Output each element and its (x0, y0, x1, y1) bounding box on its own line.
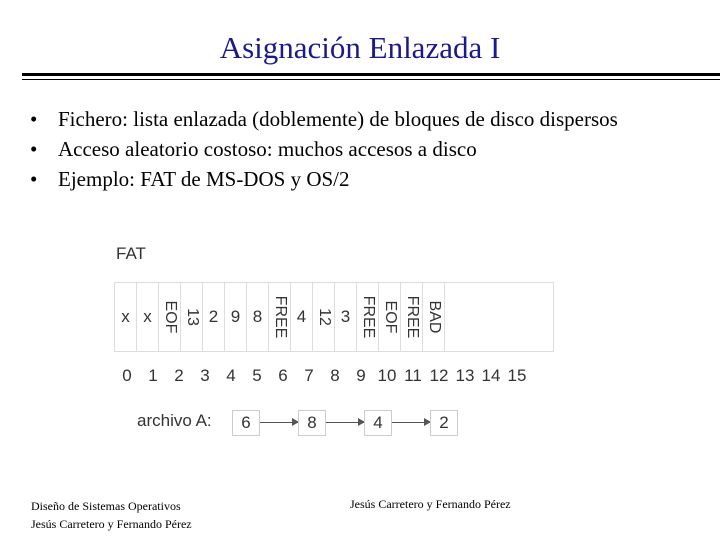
chain-block: 2 (430, 410, 458, 436)
index-label: 0 (122, 366, 132, 385)
bullet-item (30, 134, 670, 164)
fat-value: 8 (252, 307, 263, 326)
index-label: 6 (278, 366, 288, 385)
fat-value: FREE (271, 295, 289, 339)
chain-block: 6 (232, 410, 260, 436)
fat-value: BAD (425, 300, 443, 334)
index-label: 9 (356, 366, 366, 385)
index-label: 14 (481, 366, 501, 385)
fat-value: x (121, 307, 130, 326)
archivo-label: archivo A: (137, 411, 212, 430)
fat-value: 9 (230, 307, 241, 326)
chain-block: 4 (364, 410, 392, 436)
fat-value: x (143, 307, 152, 326)
fat-cell (291, 283, 313, 351)
fat-cell (181, 283, 203, 351)
footer-center: Jesús Carretero y Fernando Pérez (350, 497, 511, 511)
fat-cell (313, 283, 335, 351)
index-label: 15 (507, 366, 527, 385)
chain-arrow (392, 422, 430, 423)
fat-value: 2 (208, 307, 219, 326)
bullet-item (30, 104, 670, 134)
index-label: 7 (304, 366, 314, 385)
title-rule-thick (22, 73, 720, 76)
index-label: 4 (226, 366, 236, 385)
index-label: 8 (330, 366, 340, 385)
fat-value: 13 (183, 308, 201, 326)
fat-cell (269, 283, 291, 351)
index-label: 11 (404, 366, 422, 385)
fat-cell (225, 283, 247, 351)
fat-cell (357, 283, 379, 351)
fat-value: FREE (359, 295, 377, 339)
fat-label: FAT (116, 244, 146, 263)
chain-block: 8 (298, 410, 326, 436)
index-label: 10 (377, 366, 397, 385)
fat-cell (335, 283, 357, 351)
fat-value: FREE (403, 295, 421, 339)
index-label: 13 (455, 366, 475, 385)
footer-left (31, 497, 192, 533)
slide-title: Asignación Enlazada I (219, 30, 501, 65)
fat-cell (115, 283, 137, 351)
index-label: 5 (252, 366, 262, 385)
index-row (114, 366, 530, 386)
fat-value: 12 (315, 308, 333, 326)
fat-cell (137, 283, 159, 351)
bullet-dot: • (30, 107, 38, 131)
fat-cell (423, 283, 445, 351)
fat-cell (379, 283, 401, 351)
index-label: 1 (148, 366, 158, 385)
chain-arrow (260, 422, 298, 423)
bullet-text: Acceso aleatorio costoso: muchos accesos a disco (58, 137, 477, 161)
index-label: 3 (200, 366, 210, 385)
fat-cell (401, 283, 423, 351)
bullet-text: Fichero: lista enlazada (doblemente) de bloques de disco dispersos (58, 107, 618, 131)
fat-value: 4 (296, 307, 307, 326)
fat-cell (159, 283, 181, 351)
fat-cell-empty (445, 283, 553, 351)
fat-value: EOF (161, 300, 179, 334)
fat-cell (247, 283, 269, 351)
index-label: 12 (429, 366, 449, 385)
footer-course: Diseño de Sistemas Operativos (31, 499, 181, 513)
footer-authors: Jesús Carretero y Fernando Pérez (31, 517, 192, 531)
bullet-dot: • (30, 167, 38, 191)
bullet-item (30, 164, 670, 194)
chain-arrow (326, 422, 364, 423)
bullet-list (30, 104, 670, 194)
index-label: 2 (174, 366, 184, 385)
fat-value: EOF (381, 300, 399, 334)
bullet-text: Ejemplo: FAT de MS-DOS y OS/2 (58, 167, 350, 191)
title-rule-thin (22, 79, 720, 80)
fat-cell (203, 283, 225, 351)
fat-table (114, 282, 554, 352)
fat-value: 3 (340, 307, 351, 326)
bullet-dot: • (30, 137, 38, 161)
